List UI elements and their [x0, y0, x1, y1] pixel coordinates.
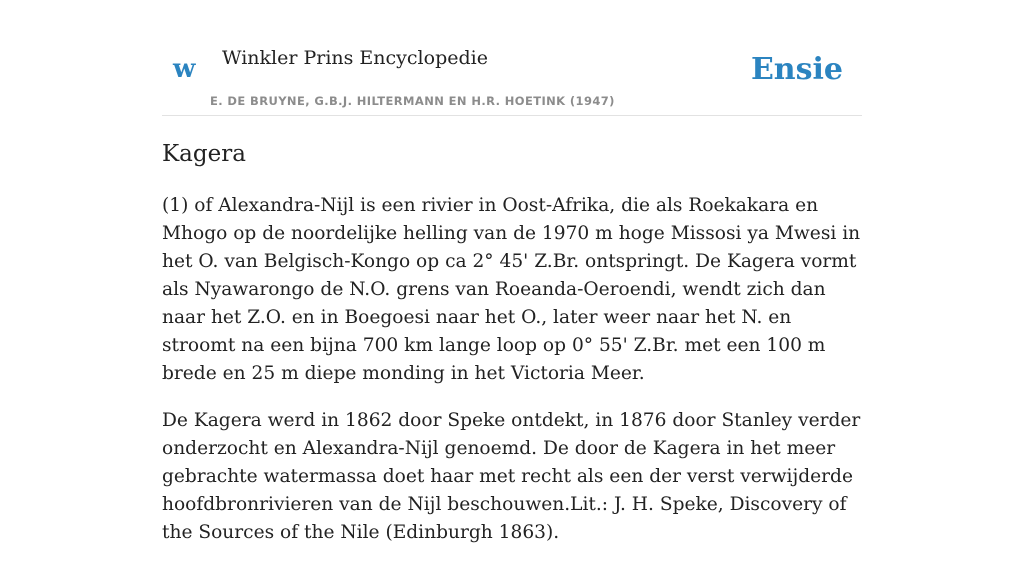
article-page — [162, 0, 862, 543]
article-paragraph: (1) of Alexandra-Nijl is een rivier in Oost-Afrika, die als Roekakara en Mhogo op de noordelijke helling van de 1970 m hoge Missosi ya Mwesi in het O. van Belgisch-Kongo op ca 2° 45' Z.Br. ontspringt. De Kagera vormt als Nyawarongo de N.O. grens van Roeanda-Oeroendi, wendt zich dan naar het Z.O. en in Boegoesi naar het O., later weer naar het N. en stroomt na een bijna 700 km lange loop op 0° 55' Z.Br. met een 100 m brede en 25 m diepe monding in het Victoria Meer. — [162, 195, 861, 384]
brand-logo-link[interactable]: Ensie — [750, 52, 843, 87]
source-authors: E. DE BRUYNE, G.B.J. HILTERMANN EN H.R. HOETINK (1947) — [210, 94, 615, 108]
source-logo[interactable]: w — [173, 54, 196, 84]
source-title-link[interactable]: Winkler Prins Encyclopedie — [222, 47, 488, 69]
article-body — [162, 192, 862, 566]
source-header — [162, 0, 862, 116]
article-paragraph: De Kagera werd in 1862 door Speke ontdekt, in 1876 door Stanley verder onderzocht en Alexandra-Nijl genoemd. De door de Kagera in het meer gebrachte watermassa doet haar met recht als een der verst verwijderde hoofdbronrivieren van de Nijl beschouwen.Lit.: J. H. Speke, Discovery of the Sources of the Nile (Edinburgh 1863). — [162, 410, 861, 543]
article-title: Kagera — [162, 141, 246, 167]
